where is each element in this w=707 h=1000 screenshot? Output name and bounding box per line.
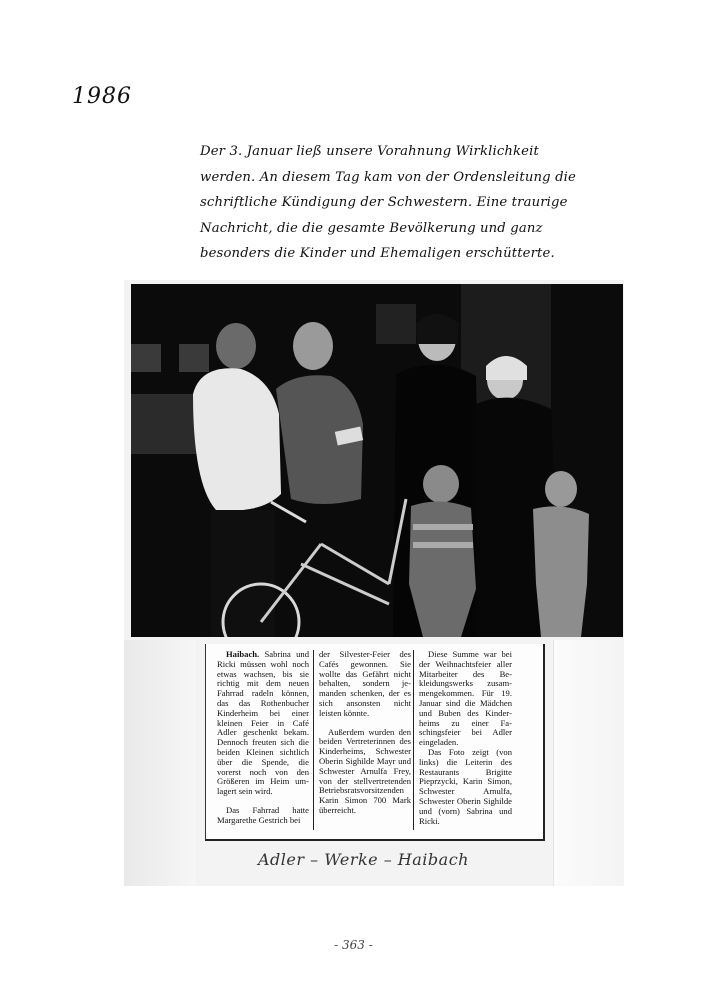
article-paragraph: Diese Summe war bei der Weihnachtsfeier aller Mitarbeiter des Bekleidungswerks zusammengekommen. Für 19. Januar sind die Mädchen und Buben des Kinderheims zu einer Faschingsfeier bei Adler eingeladen. <box>419 649 512 748</box>
handwritten-caption: Adler – Werke – Haibach <box>258 850 469 869</box>
article-dateline: Haibach. <box>226 649 260 659</box>
article-paragraph: Außerdem wurden den beiden Vertreterinnen des Kinderheims, Schwester Oberin Sighilde Mayr und Schwester Arnulfa Frey, von der stellvertretenden Betriebsratsvorsitzenden Karin Simon 700 Mark überreicht. <box>319 726 411 815</box>
article-paragraph: der Silvester-Feier des Cafés gewonnen. Sie wollte das Gefährt nicht behalten, sondern jemanden schenken, der es sich ansonsten nicht leisten könnte. <box>319 649 411 718</box>
article-paragraph <box>217 650 309 797</box>
intro-line: Nachricht, die die gesamte Bevölkerung und ganz <box>200 220 543 236</box>
article-column-3 <box>419 650 512 826</box>
intro-line: besonders die Kinder und Ehemaligen erschütterte. <box>200 246 555 262</box>
year-heading: 1986 <box>72 84 132 109</box>
intro-line: werden. An diesem Tag kam von der Ordensleitung die <box>200 169 576 185</box>
article-text: Sabrina und Ricki müssen wohl noch etwas wachsen, bis sie richtig mit dem neuen Fahrrad radeln können, das das Rothenbucher Kinderheim bei einer kleinen Feier in Café Adler geschenkt bekam. Dennoch freuten sich die beiden Kleinen sichtlich über die Spende, die vorerst noch von den Größeren im Heim umlagert sein wird. <box>217 649 309 797</box>
scan-shadow <box>124 640 196 886</box>
page-number: - 363 - <box>334 938 373 952</box>
intro-line: schriftliche Kündigung der Schwestern. Eine traurige <box>200 195 568 211</box>
photo-illustration <box>131 284 623 637</box>
intro-line: Der 3. Januar ließ unsere Vorahnung Wirklichkeit <box>200 144 539 159</box>
column-rule <box>413 650 414 830</box>
intro-text <box>200 139 610 267</box>
newspaper-article <box>205 644 545 841</box>
newspaper-photo <box>131 284 623 637</box>
article-paragraph: Das Fahrrad hatte Margarethe Gestrich bei <box>217 804 309 825</box>
column-rule <box>313 650 314 830</box>
article-column-1 <box>217 650 309 826</box>
article-column-2 <box>319 650 411 816</box>
scan-shadow <box>553 640 624 886</box>
article-paragraph: Das Foto zeigt (von links) die Leiterin des Restaurants Brigitte Pieprzycki, Karin Simon, Schwester Arnulfa, Schwester Oberin Sighilde und (vorn) Sabrina und Ricki. <box>419 746 512 826</box>
